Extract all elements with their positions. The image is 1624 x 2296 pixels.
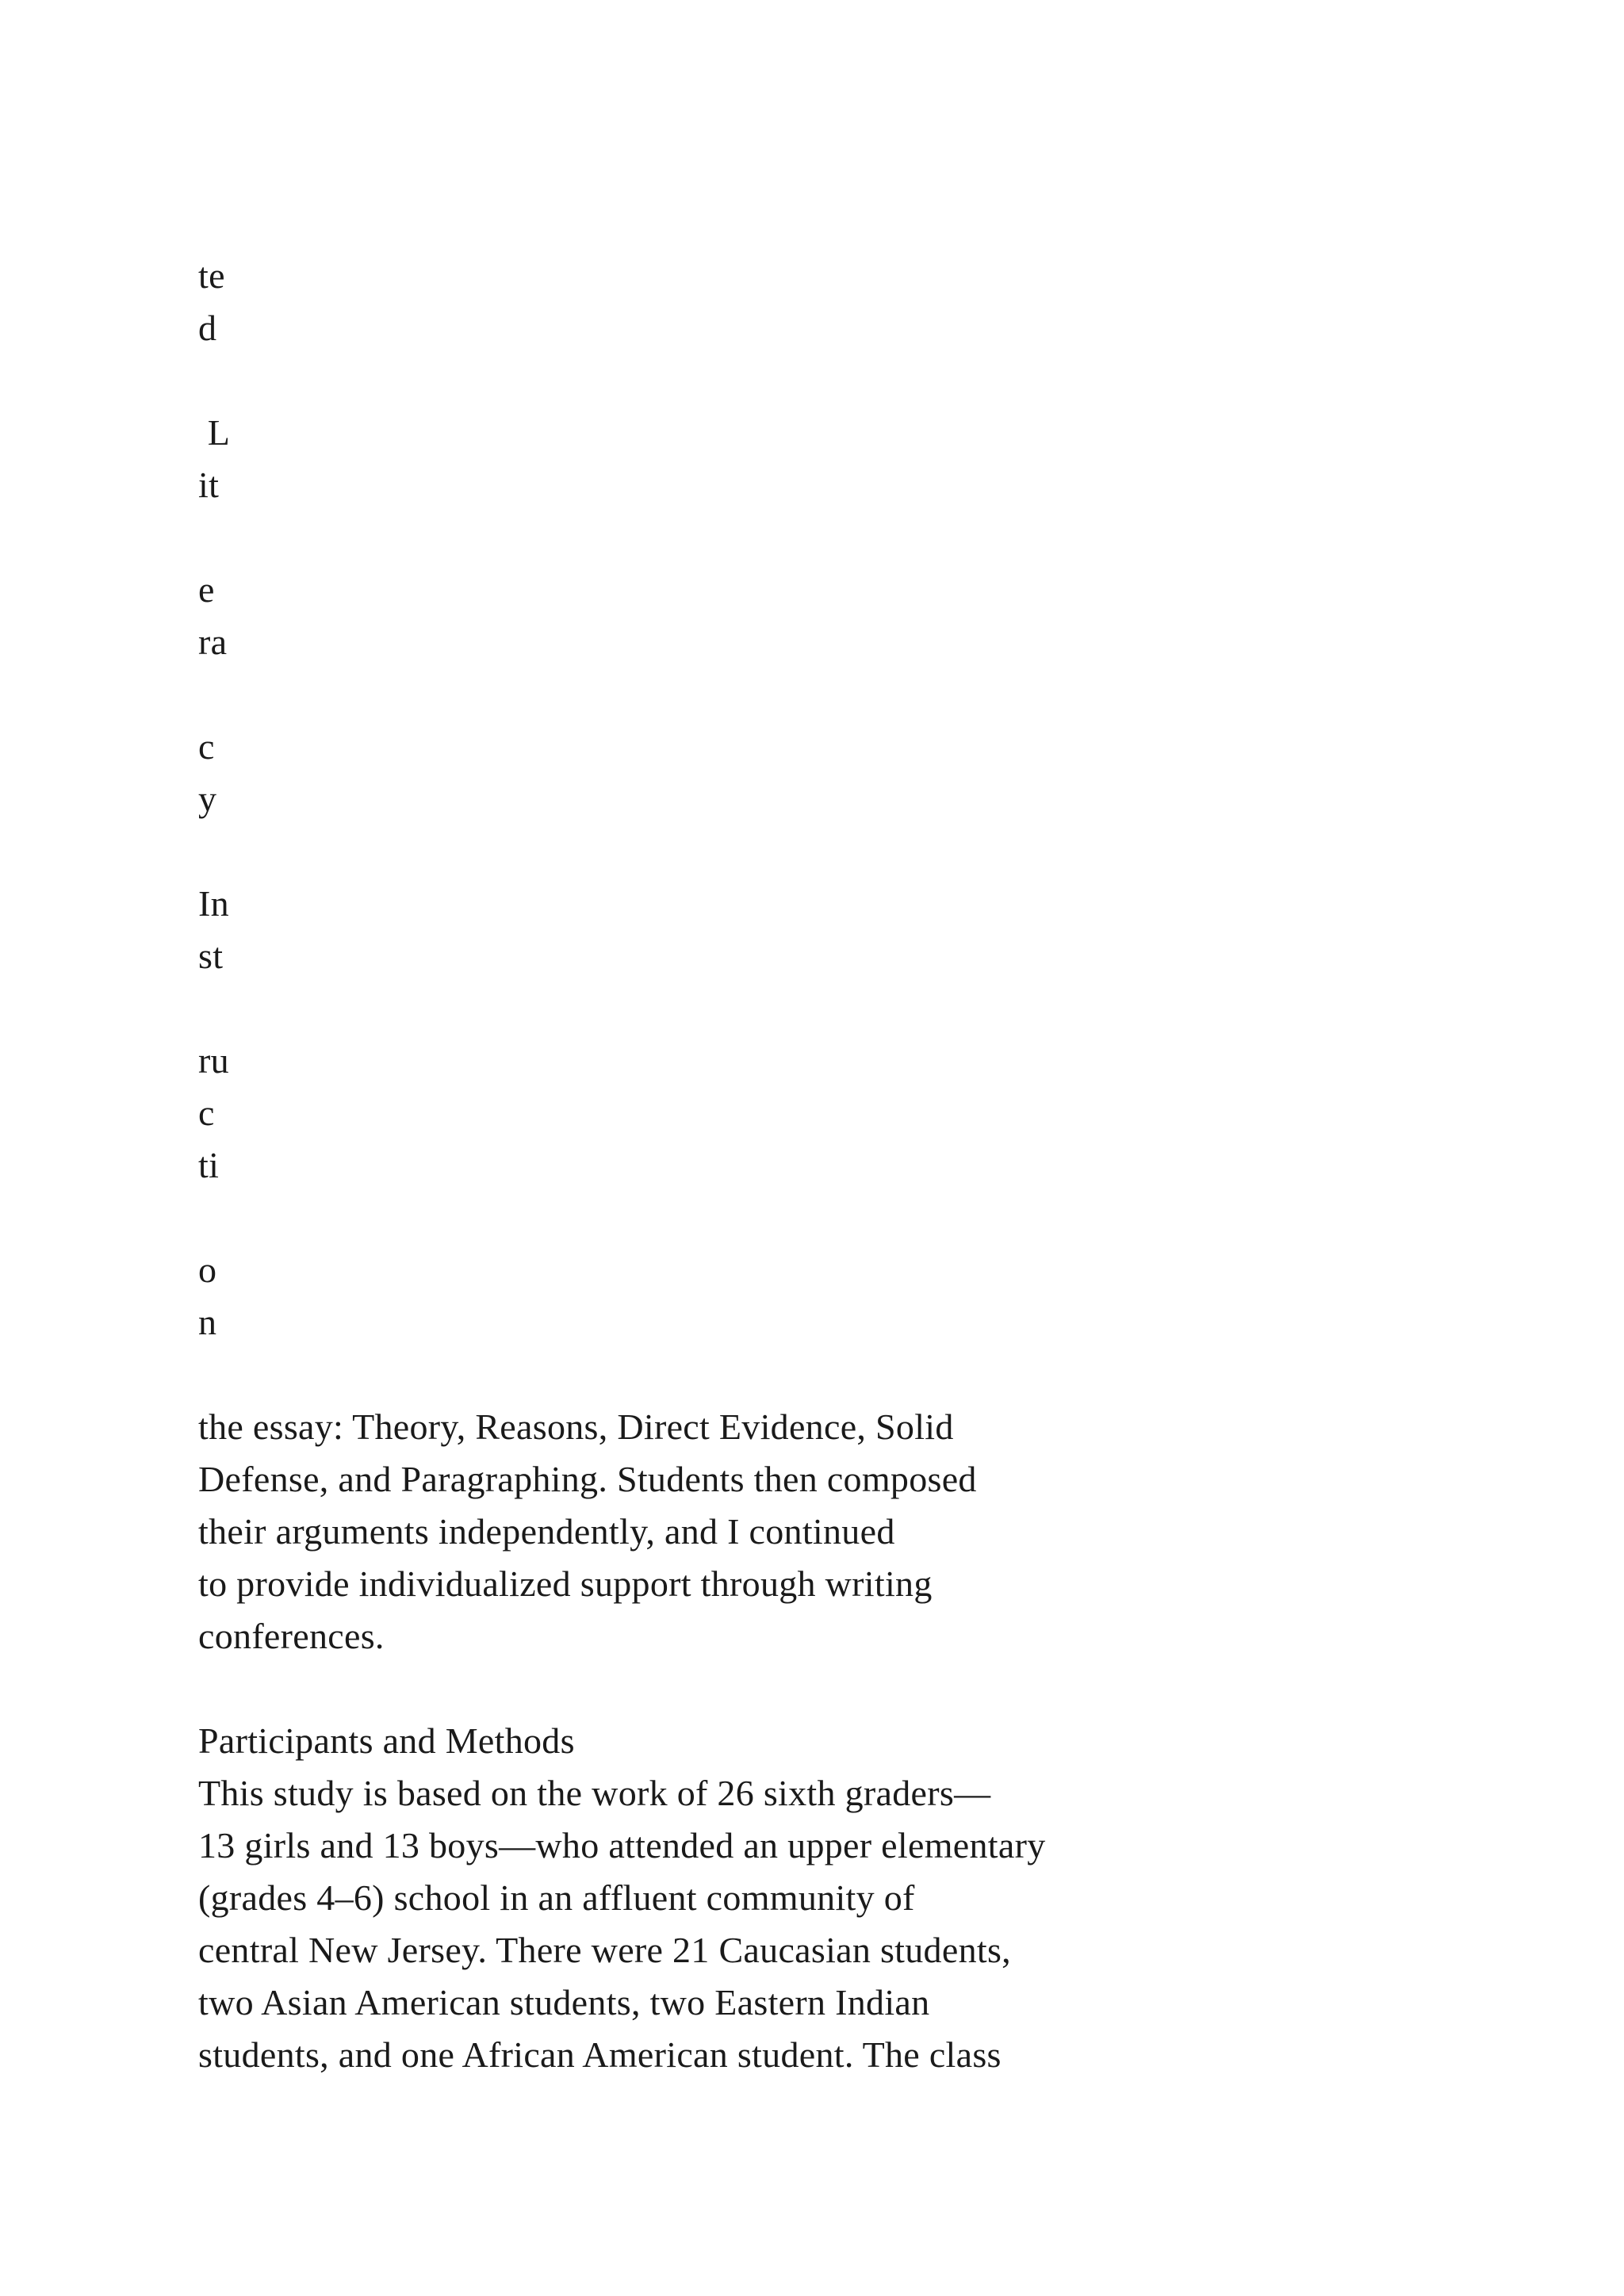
text-fragment: c [198, 726, 215, 767]
text-fragment: ra [198, 622, 228, 662]
paragraph-line: central New Jersey. There were 21 Caucasian students, [198, 1930, 1011, 1970]
text-fragment: o [198, 1249, 217, 1290]
paragraph-line: 13 girls and 13 boys—who attended an upper elementary [198, 1825, 1046, 1866]
text-fragment: e [198, 569, 215, 610]
paragraph-line: students, and one African American student. The class [198, 2034, 1002, 2075]
text-fragment: d [198, 308, 217, 348]
text-fragment: te [198, 255, 225, 296]
text-fragment: L [198, 412, 231, 453]
text-fragment: n [198, 1302, 217, 1342]
section-heading: Participants and Methods [198, 1720, 575, 1761]
text-fragment: c [198, 1093, 215, 1133]
text-fragment: st [198, 936, 224, 976]
text-fragment: it [198, 465, 220, 505]
text-fragment: ru [198, 1040, 229, 1081]
paragraph-line: conferences. [198, 1616, 385, 1656]
paragraph-line: two Asian American students, two Eastern Indian [198, 1982, 930, 2022]
paragraph-line: This study is based on the work of 26 sixth graders— [198, 1773, 991, 1813]
paragraph-line: their arguments independently, and I continued [198, 1511, 895, 1552]
text-fragment: In [198, 883, 229, 924]
paragraph-line: (grades 4–6) school in an affluent community of [198, 1877, 915, 1918]
text-fragment: y [198, 779, 217, 819]
paragraph-line: to provide individualized support through writing [198, 1563, 933, 1604]
paragraph-line: the essay: Theory, Reasons, Direct Evidence, Solid [198, 1406, 954, 1447]
text-fragment: ti [198, 1145, 220, 1185]
paragraph-line: Defense, and Paragraphing. Students then composed [198, 1459, 977, 1499]
